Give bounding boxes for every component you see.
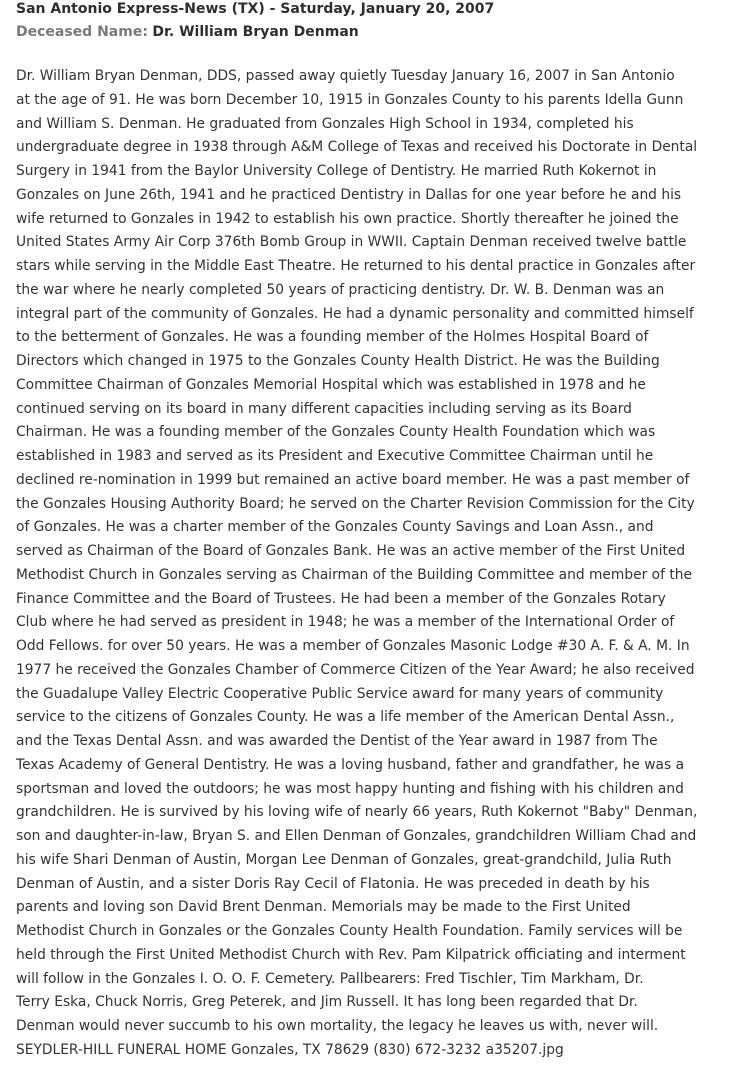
obituary-line: Texas Academy of General Dentistry. He was a loving husband, father and grandfather, he was a xyxy=(16,756,685,773)
obituary-line: to the betterment of Gonzales. He was a founding member of the Holmes Hospital Board of xyxy=(16,329,649,346)
obituary-line: Finance Committee and the Board of Trustees. He had been a member of the Gonzales Rotary xyxy=(16,590,666,607)
obituary-line: Methodist Church in Gonzales serving as Chairman of the Building Committee and member of the xyxy=(16,566,692,583)
obituary-header xyxy=(16,0,746,41)
obituary-line: 1977 he received the Gonzales Chamber of Commerce Citizen of the Year Award; he also received xyxy=(16,661,695,678)
obituary-line: and the Texas Dental Assn. and was awarded the Dentist of the Year award in 1987 from The xyxy=(16,733,658,749)
obituary-line: Dr. William Bryan Denman, DDS, passed away quietly Tuesday January 16, 2007 in San Antonio xyxy=(16,68,675,84)
obituary-line: Committee Chairman of Gonzales Memorial Hospital which was established in 1978 and he xyxy=(16,376,646,393)
obituary-line: served as Chairman of the Board of Gonzales Bank. He was an active member of the First United xyxy=(16,543,686,559)
obituary-line: parents and loving son David Brent Denman. Memorials may be made to the First United xyxy=(16,899,631,916)
obituary-line: the Gonzales Housing Authority Board; he served on the Charter Revision Commission for the City xyxy=(16,495,695,512)
deceased-name: Dr. William Bryan Denman xyxy=(152,24,359,40)
obituary-line: at the age of 91. He was born December 10, 1915 in Gonzales County to his parents Idella Gunn xyxy=(16,91,684,108)
obituary-text xyxy=(16,65,732,1060)
obituary-line: will follow in the Gonzales I. O. O. F. Cemetery. Pallbearers: Fred Tischler, Tim Markham, Dr. xyxy=(16,970,644,987)
obituary-line: of Gonzales. He was a charter member of the Gonzales County Savings and Loan Assn., and xyxy=(16,519,654,536)
obituary-line: grandchildren. He is survived by his loving wife of nearly 66 years, Ruth Kokernot "Baby" Denman, xyxy=(16,804,698,821)
obituary-line: his wife Shari Denman of Austin, Morgan Lee Denman of Gonzales, great-grandchild, Julia Ruth xyxy=(16,851,672,868)
obituary-line: declined re-nomination in 1999 but remained an active board member. He was a past member of xyxy=(16,471,690,488)
obituary-line: Chairman. He was a founding member of the Gonzales County Health Foundation which was xyxy=(16,424,656,441)
obituary-line: Denman of Austin, and a sister Doris Ray Cecil of Flatonia. He was preceded in death by his xyxy=(16,875,650,892)
obituary-line: established in 1983 and served as its President and Executive Committee Chairman until he xyxy=(16,448,654,464)
obituary-line: held through the First United Methodist Church with Rev. Pam Kilpatrick officiating and interment xyxy=(16,946,686,963)
publication-name: San Antonio Express-News (TX) xyxy=(16,1,265,17)
obituary-line: stars while serving in the Middle East Theatre. He returned to his dental practice in Gonzales after xyxy=(16,258,696,274)
obituary-line: Methodist Church in Gonzales or the Gonzales County Health Foundation. Family services will be xyxy=(16,923,683,939)
obituary-line: the Guadalupe Valley Electric Cooperative Public Service award for many years of community xyxy=(16,685,664,702)
obituary-line: continued serving on its board in many different capacities including serving as its Board xyxy=(16,400,632,417)
obituary-line: Surgery in 1941 from the Baylor University College of Dentistry. He married Ruth Kokernot in xyxy=(16,163,657,179)
obituary-line: Terry Eska, Chuck Norris, Greg Peterek, and Jim Russell. It has long been regarded that Dr. xyxy=(16,994,638,1011)
obituary-line: United States Army Air Corp 376th Bomb Group in WWII. Captain Denman received twelve battle xyxy=(16,234,687,251)
publication-date: Saturday, January 20, 2007 xyxy=(280,1,495,17)
publication-line xyxy=(16,0,746,18)
obituary-line: Denman would never succumb to his own mortality, the legacy he leaves us with, never will. xyxy=(16,1018,659,1034)
obituary-line: Gonzales on June 26th, 1941 and he practiced Dentistry in Dallas for one year before he and his xyxy=(16,186,682,203)
obituary-line: SEYDLER-HILL FUNERAL HOME Gonzales, TX 78629 (830) 672-3232 a35207.jpg xyxy=(16,1041,564,1058)
obituary-line: undergraduate degree in 1938 through A&M College of Texas and received his Doctorate in Dental xyxy=(16,139,698,156)
obituary-line: son and daughter-in-law, Bryan S. and Ellen Denman of Gonzales, grandchildren William Chad and xyxy=(16,828,697,844)
obituary-line: integral part of the community of Gonzales. He had a dynamic personality and committed himself xyxy=(16,305,694,322)
obituary-line: Club where he had served as president in 1948; he was a member of the International Order of xyxy=(16,614,675,631)
deceased-label: Deceased Name: xyxy=(16,24,148,40)
obituary-line: sportsman and loved the outdoors; he was most happy hunting and fishing with his children and xyxy=(16,780,684,797)
obituary-line: the war where he nearly completed 50 years of practicing dentistry. Dr. W. B. Denman was an xyxy=(16,281,665,298)
obituary-line: service to the citizens of Gonzales County. He was a life member of the American Dental Assn., xyxy=(16,709,675,726)
title-separator: - xyxy=(264,1,281,17)
obituary-line: wife returned to Gonzales in 1942 to establish his own practice. Shortly thereafter he joined the xyxy=(16,210,679,227)
obituary-line: Directors which changed in 1975 to the Gonzales County Health District. He was the Building xyxy=(16,353,660,369)
obituary-line: Odd Fellows. for over 50 years. He was a member of Gonzales Masonic Lodge #30 A. F. & A. M. In xyxy=(16,638,690,654)
obituary-line: and William S. Denman. He graduated from Gonzales High School in 1934, completed his xyxy=(16,115,634,132)
deceased-line xyxy=(16,23,746,41)
